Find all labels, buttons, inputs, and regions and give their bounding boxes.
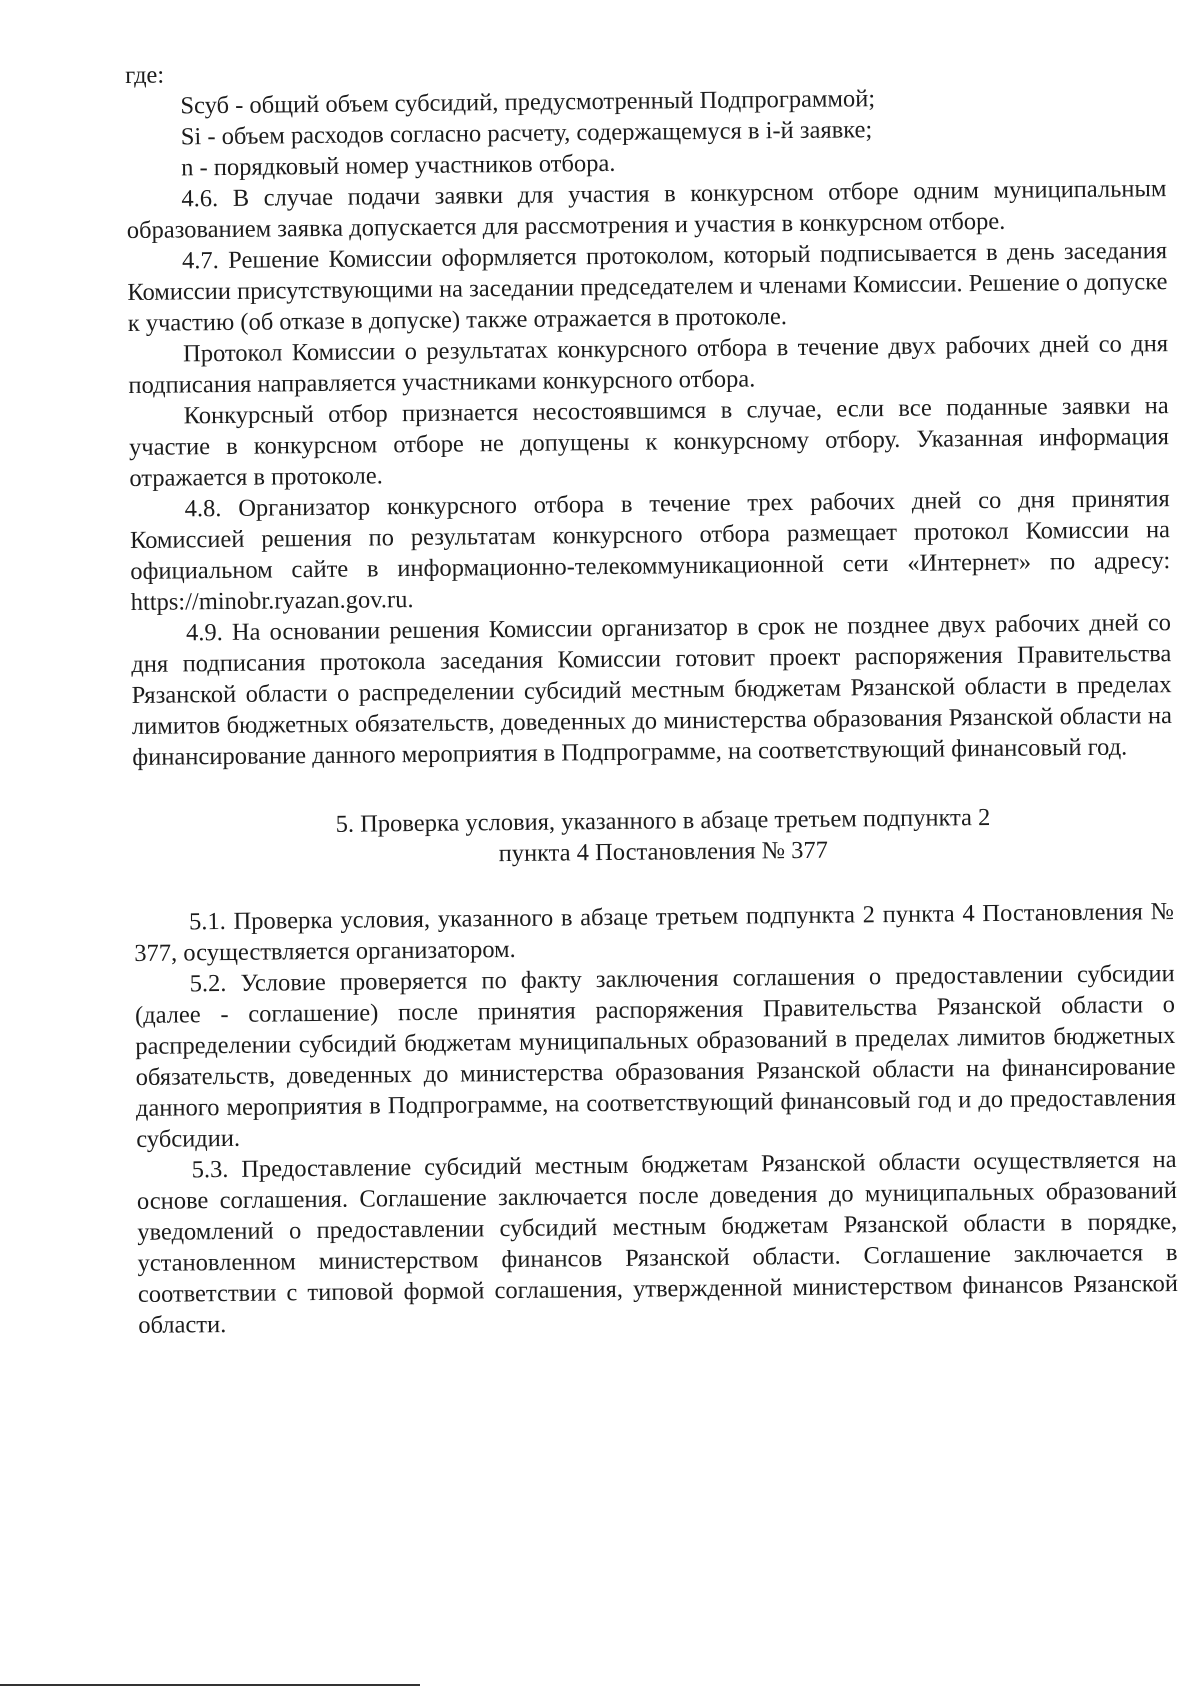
intro-line-si: Si - объем расходов согласно расчету, содержащемуся в i-й заявке;: [180, 116, 873, 151]
paragraph-4-7: 4.7. Решение Комиссии оформляется протоколом, который подписывается в день заседания Комиссии присутствующими на заседании председателем и членами Комиссии. Решение о допуске к участию (об отказе в допуске) также отражается в протоколе.: [127, 237, 1168, 337]
intro-line-where: где:: [125, 61, 165, 89]
paragraph-5-1: 5.1. Проверка условия, указанного в абзаце третьем подпункта 2 пункта 4 Постановления № 377, осуществляется организатором.: [134, 898, 1175, 967]
paragraph-4-8: 4.8. Организатор конкурсного отбора в течение трех рабочих дней со дня принятия Комиссией решения по результатам конкурсного отбора размещает протокол Комиссии на официальном сайте в информационно-телекоммуникационной сети «Интернет» по адресу: https://minobr.ryazan.gov.ru.: [129, 485, 1171, 616]
section-5-heading-line-1: 5. Проверка условия, указанного в абзаце третьем подпункта 2: [335, 803, 991, 838]
paragraph-protocol: Протокол Комиссии о результатах конкурсного отбора в течение двух рабочих дней со дня подписания направляется участниками конкурсного отбора.: [128, 330, 1169, 399]
section-5-heading-line-2: пункта 4 Постановления № 377: [498, 836, 829, 868]
paragraph-4-9: 4.9. На основании решения Комиссии организатор в срок не позднее двух рабочих дней со дня подписания протокола заседания Комиссии готовит проект распоряжения Правительства Рязанской области о распределении субсидий местным бюджетам Рязанской области в пределах лимитов бюджетных обязательств, доведенных до министерства образования Рязанской области на финансирование данного мероприятия в Подпрограмме, на соответствующий финансовый год.: [131, 609, 1173, 771]
paragraph-5-3: 5.3. Предоставление субсидий местным бюджетам Рязанской области осуществляется на основе соглашения. Соглашение заключается после доведения до муниципальных образований уведомлений о предоставлении субсидий местным бюджетам Рязанской области в порядке, установленном министерством финансов Рязанской области. Соглашение заключается в соответствии с типовой формой соглашения, утвержденной министерством финансов Рязанской области.: [136, 1146, 1179, 1339]
section-5-heading: [133, 800, 1174, 873]
intro-line-n: n - порядковый номер участников отбора.: [180, 149, 616, 182]
intro-line-ssub: Sсуб - общий объем субсидий, предусмотренный Подпрограммой;: [180, 85, 876, 120]
footer-rule: [0, 1684, 420, 1686]
paragraph-5-2: 5.2. Условие проверяется по факту заключения соглашения о предоставлении субсидии (далее - соглашение) после принятия распоряжения Правительства Рязанской области о распределении субсидий бюджетам муниципальных образований в пределах лимитов бюджетных обязательств, доведенных до министерства образования Рязанской области на финансирование данного мероприятия в Подпрограмме, на соответствующий финансовый год и до предоставления субсидии.: [134, 960, 1177, 1153]
document-body: [125, 49, 1178, 1341]
paragraph-failed-selection: Конкурсный отбор признается несостоявшимся в случае, если все поданные заявки на участие в конкурсном отборе не допущены к конкурсному отбору. Указанная информация отражается в протоколе.: [128, 392, 1170, 492]
paragraph-4-6: 4.6. В случае подачи заявки для участия в конкурсном отборе одним муниципальным образованием заявка допускается для рассмотрения и участия в конкурсном отборе.: [126, 175, 1167, 244]
